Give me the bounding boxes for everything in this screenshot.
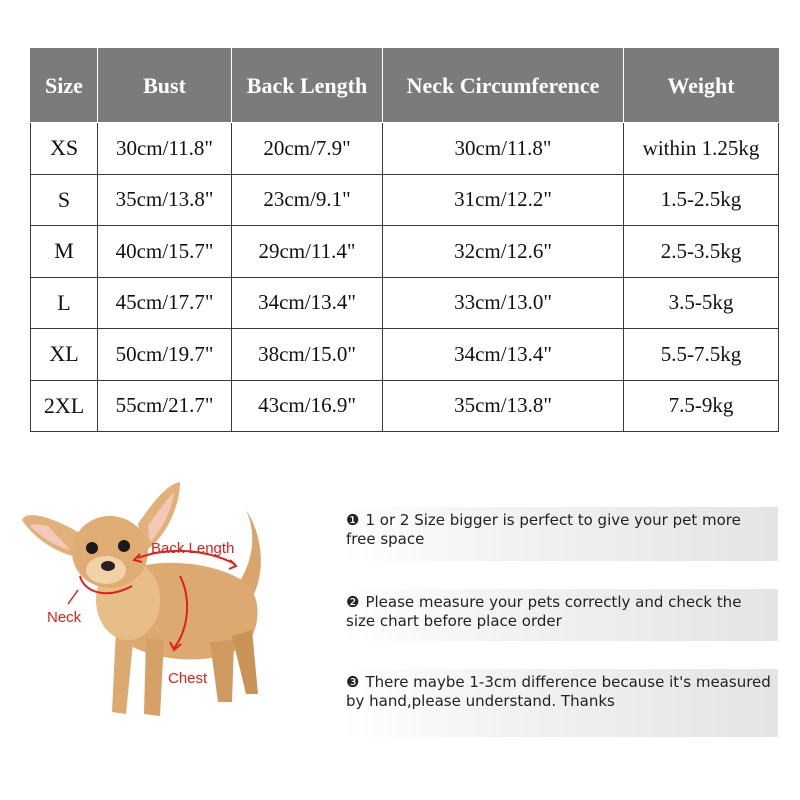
cell-bust: 40cm/15.7" xyxy=(98,226,232,278)
cell-size: XS xyxy=(31,123,98,175)
cell-bust: 45cm/17.7" xyxy=(98,277,232,329)
neck-pointer xyxy=(68,590,78,604)
cell-neck: 34cm/13.4" xyxy=(383,329,624,381)
cell-back-length: 43cm/16.9" xyxy=(232,380,383,432)
cell-neck: 33cm/13.0" xyxy=(383,277,624,329)
dog-nose xyxy=(101,561,115,571)
table-header-row xyxy=(31,49,779,123)
cell-neck: 32cm/12.6" xyxy=(383,226,624,278)
cell-back-length: 23cm/9.1" xyxy=(232,174,383,226)
cell-bust: 30cm/11.8" xyxy=(98,123,232,175)
table-row xyxy=(31,329,779,381)
cell-weight: 3.5-5kg xyxy=(624,277,779,329)
header-weight: Weight xyxy=(624,49,779,123)
dog-eye xyxy=(118,540,130,552)
table-row xyxy=(31,123,779,175)
size-chart-table xyxy=(30,48,779,432)
cell-back-length: 29cm/11.4" xyxy=(232,226,383,278)
dog-measurement-illustration xyxy=(20,480,330,730)
back-length-arrow-end xyxy=(229,560,236,569)
neck-label: Neck xyxy=(47,609,82,626)
note-text: Please measure your pets correctly and check the size chart before place order xyxy=(346,593,742,630)
table-row xyxy=(31,226,779,278)
cell-weight: within 1.25kg xyxy=(624,123,779,175)
dog-front-leg xyxy=(112,630,134,714)
cell-size: S xyxy=(31,174,98,226)
dog-eye xyxy=(86,542,98,554)
cell-size: XL xyxy=(31,329,98,381)
dog-front-leg xyxy=(144,638,164,716)
cell-weight: 1.5-2.5kg xyxy=(624,174,779,226)
cell-neck: 30cm/11.8" xyxy=(383,123,624,175)
dog-back-leg xyxy=(210,640,234,702)
cell-bust: 50cm/19.7" xyxy=(98,329,232,381)
chest-label: Chest xyxy=(168,670,208,687)
cell-neck: 35cm/13.8" xyxy=(383,380,624,432)
table-row xyxy=(31,380,779,432)
cell-weight: 2.5-3.5kg xyxy=(624,226,779,278)
cell-back-length: 20cm/7.9" xyxy=(232,123,383,175)
note-text: There maybe 1-3cm difference because it's measured by hand,please understand. Thanks xyxy=(346,673,771,710)
number-one-icon: ❶ xyxy=(346,511,360,529)
back-length-label: Back Length xyxy=(151,540,235,557)
number-three-icon: ❸ xyxy=(346,673,360,691)
cell-weight: 7.5-9kg xyxy=(624,380,779,432)
cell-back-length: 34cm/13.4" xyxy=(232,277,383,329)
note-text: 1 or 2 Size bigger is perfect to give your pet more free space xyxy=(346,511,741,548)
cell-size: L xyxy=(31,277,98,329)
cell-weight: 5.5-7.5kg xyxy=(624,329,779,381)
cell-bust: 55cm/21.7" xyxy=(98,380,232,432)
header-size: Size xyxy=(31,49,98,123)
header-neck-circumference: Neck Circumference xyxy=(383,49,624,123)
dog-back-leg xyxy=(232,630,258,694)
header-back-length: Back Length xyxy=(232,49,383,123)
cell-size: M xyxy=(31,226,98,278)
cell-back-length: 38cm/15.0" xyxy=(232,329,383,381)
table-row xyxy=(31,174,779,226)
note-size-advice xyxy=(342,507,778,561)
chihuahua-image xyxy=(20,480,330,730)
number-two-icon: ❷ xyxy=(346,593,360,611)
note-measure-correctly xyxy=(342,589,778,641)
table-row xyxy=(31,277,779,329)
cell-size: 2XL xyxy=(31,380,98,432)
cell-neck: 31cm/12.2" xyxy=(383,174,624,226)
header-bust: Bust xyxy=(98,49,232,123)
note-difference xyxy=(342,669,778,737)
cell-bust: 35cm/13.8" xyxy=(98,174,232,226)
